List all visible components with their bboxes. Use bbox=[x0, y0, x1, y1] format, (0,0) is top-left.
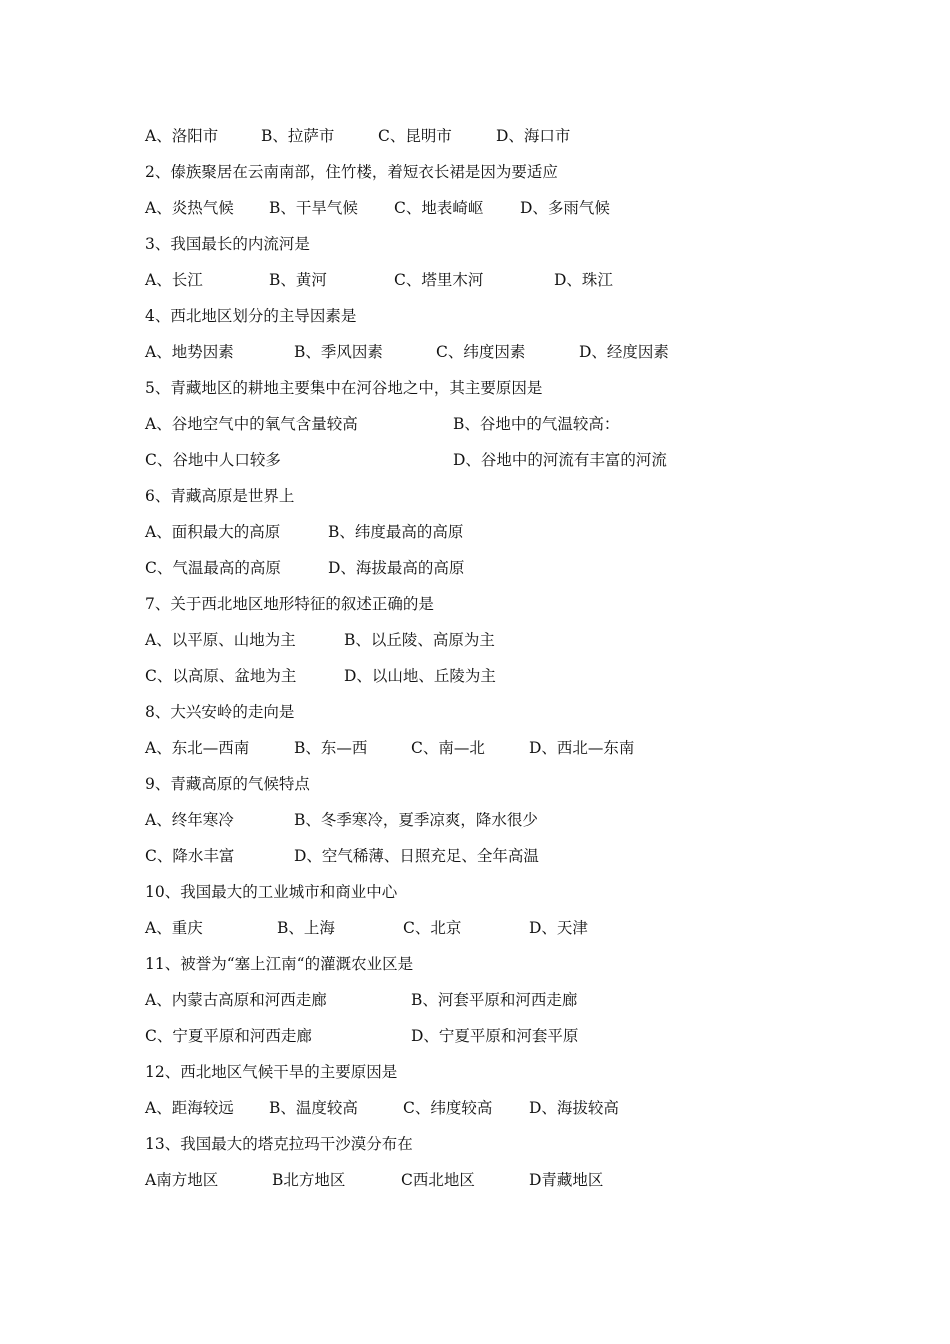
option-b: B、谷地中的气温较高： bbox=[453, 415, 620, 433]
option-d: D、空气稀薄、日照充足、全年高温 bbox=[294, 847, 539, 865]
question-10: 10、我国最大的工业城市和商业中心 bbox=[145, 883, 398, 901]
option-b: B、黄河 bbox=[269, 271, 327, 289]
option-b: B、干旱气候 bbox=[269, 199, 358, 217]
option-b: B、纬度最高的高原 bbox=[328, 523, 464, 541]
option-a: A南方地区 bbox=[145, 1171, 219, 1189]
option-b: B、以丘陵、高原为主 bbox=[344, 631, 495, 649]
option-b: B北方地区 bbox=[272, 1171, 346, 1189]
option-c: C、塔里木河 bbox=[394, 271, 484, 289]
option-c: C、降水丰富 bbox=[145, 847, 235, 865]
option-b: B、温度较高 bbox=[269, 1099, 358, 1117]
option-d: D青藏地区 bbox=[529, 1171, 604, 1189]
option-c: C、谷地中人口较多 bbox=[145, 451, 281, 469]
option-d: D、多雨气候 bbox=[520, 199, 610, 217]
option-d: D、宁夏平原和河套平原 bbox=[411, 1027, 579, 1045]
option-d: D、西北—东南 bbox=[529, 739, 635, 757]
option-c: C、宁夏平原和河西走廊 bbox=[145, 1027, 312, 1045]
option-a: A、距海较远 bbox=[145, 1099, 234, 1117]
option-d: D、海口市 bbox=[496, 127, 571, 145]
question-8: 8、大兴安岭的走向是 bbox=[145, 703, 295, 721]
question-11: 11、被誉为“塞上江南“的灌溉农业区是 bbox=[145, 955, 414, 973]
option-d: D、海拔较高 bbox=[529, 1099, 619, 1117]
question-6: 6、青藏高原是世界上 bbox=[145, 487, 295, 505]
question-12: 12、西北地区气候干旱的主要原因是 bbox=[145, 1063, 398, 1081]
option-b: B、河套平原和河西走廊 bbox=[411, 991, 578, 1009]
option-d: D、天津 bbox=[529, 919, 588, 937]
option-b: B、冬季寒冷，夏季凉爽，降水很少 bbox=[294, 811, 538, 829]
question-7: 7、关于西北地区地形特征的叙述正确的是 bbox=[145, 595, 434, 613]
question-3: 3、我国最长的内流河是 bbox=[145, 235, 310, 253]
option-b: B、拉萨市 bbox=[261, 127, 335, 145]
option-a: A、炎热气候 bbox=[145, 199, 234, 217]
option-c: C、纬度较高 bbox=[403, 1099, 493, 1117]
option-a: A、地势因素 bbox=[145, 343, 234, 361]
option-c: C、南—北 bbox=[411, 739, 485, 757]
option-d: D、以山地、丘陵为主 bbox=[344, 667, 496, 685]
option-a: A、东北—西南 bbox=[145, 739, 250, 757]
option-d: D、经度因素 bbox=[579, 343, 669, 361]
option-c: C、气温最高的高原 bbox=[145, 559, 281, 577]
option-a: A、以平原、山地为主 bbox=[145, 631, 296, 649]
option-a: A、面积最大的高原 bbox=[145, 523, 281, 541]
option-d: D、谷地中的河流有丰富的河流 bbox=[453, 451, 667, 469]
option-c: C、以高原、盆地为主 bbox=[145, 667, 297, 685]
question-4: 4、西北地区划分的主导因素是 bbox=[145, 307, 357, 325]
option-a: A、终年寒冷 bbox=[145, 811, 234, 829]
option-c: C西北地区 bbox=[401, 1171, 475, 1189]
question-9: 9、青藏高原的气候特点 bbox=[145, 775, 310, 793]
question-2: 2、傣族聚居在云南南部，住竹楼，着短衣长裙是因为要适应 bbox=[145, 163, 558, 181]
option-c: C、昆明市 bbox=[378, 127, 452, 145]
option-d: D、海拔最高的高原 bbox=[328, 559, 465, 577]
option-a: A、重庆 bbox=[145, 919, 203, 937]
option-a: A、洛阳市 bbox=[145, 127, 219, 145]
option-c: C、地表崎岖 bbox=[394, 199, 484, 217]
option-a: A、谷地空气中的氧气含量较高 bbox=[145, 415, 358, 433]
option-c: C、纬度因素 bbox=[436, 343, 526, 361]
question-13: 13、我国最大的塔克拉玛干沙漠分布在 bbox=[145, 1135, 413, 1153]
option-b: B、上海 bbox=[277, 919, 335, 937]
option-d: D、珠江 bbox=[554, 271, 613, 289]
question-5: 5、青藏地区的耕地主要集中在河谷地之中，其主要原因是 bbox=[145, 379, 543, 397]
option-c: C、北京 bbox=[403, 919, 462, 937]
option-b: B、季风因素 bbox=[294, 343, 383, 361]
option-b: B、东—西 bbox=[294, 739, 368, 757]
option-a: A、内蒙古高原和河西走廊 bbox=[145, 991, 327, 1009]
option-a: A、长江 bbox=[145, 271, 203, 289]
